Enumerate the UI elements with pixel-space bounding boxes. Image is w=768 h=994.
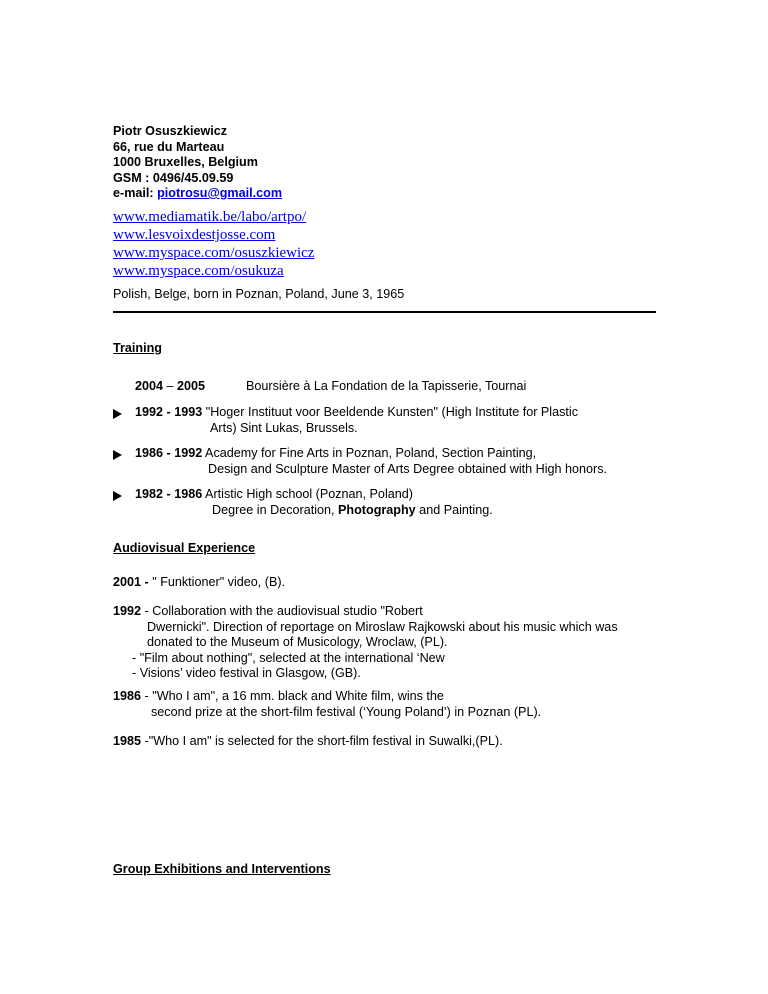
- training-line: Artistic High school (Poznan, Poland): [205, 487, 413, 501]
- training-line: "Hoger Instituut voor Beeldende Kunsten" (High Institute for Plastic: [205, 405, 578, 419]
- av-text: donated to the Museum of Musicology, Wroclaw, (PL).: [147, 635, 448, 649]
- training-line: Arts) Sint Lukas, Brussels.: [210, 420, 358, 435]
- av-entry-2001: [113, 575, 285, 591]
- horizontal-rule: [113, 311, 656, 313]
- av-year: 2001 -: [113, 575, 153, 589]
- av-entry-1986: [113, 689, 541, 720]
- av-entry-1985: [113, 734, 503, 750]
- website-list: [113, 208, 314, 280]
- training-years: 1992 - 1993: [135, 405, 203, 419]
- website-link-4[interactable]: www.myspace.com/osukuza: [113, 263, 284, 279]
- training-year-end: 2005: [177, 379, 206, 393]
- training-item-1992: [135, 405, 578, 436]
- training-item-1982: [135, 487, 493, 518]
- email-link[interactable]: piotrosu@gmail.com: [157, 186, 283, 200]
- training-years: 1982 - 1986: [135, 487, 203, 501]
- training-text-2004: Boursière à La Fondation de la Tapisserie, Tournai: [246, 379, 527, 393]
- contact-street: 66, rue du Marteau: [113, 139, 225, 154]
- contact-city: 1000 Bruxelles, Belgium: [113, 155, 258, 169]
- training-years: 1986 - 1992: [135, 446, 203, 460]
- contact-email-line: [113, 186, 282, 202]
- av-text: - Visions’ video festival in Glasgow, (GB).: [132, 666, 361, 680]
- website-link-1[interactable]: www.mediamatik.be/labo/artpo/: [113, 209, 307, 225]
- email-label: e-mail:: [113, 186, 158, 200]
- arrow-bullet-icon: [113, 450, 122, 460]
- training-line-bold: Photography: [338, 502, 416, 517]
- av-text: Dwernicki". Direction of reportage on Miroslaw Rajkowski about his music which was: [147, 619, 618, 634]
- audiovisual-heading: Audiovisual Experience: [113, 541, 256, 555]
- training-item-2004: [135, 379, 205, 395]
- av-text: - "Film about nothing", selected at the international ‘New: [132, 650, 445, 665]
- av-year: 1992: [113, 604, 142, 618]
- contact-block: [113, 124, 282, 202]
- av-year: 1985: [113, 734, 142, 748]
- av-text: second prize at the short-film festival (‘Young Poland’) in Poznan (PL).: [151, 704, 542, 719]
- training-item-1986: [135, 446, 607, 477]
- contact-phone: GSM : 0496/45.09.59: [113, 170, 234, 185]
- training-year-dash: –: [163, 379, 178, 393]
- group-exhibitions-heading: Group Exhibitions and Interventions: [113, 862, 331, 876]
- website-link-3[interactable]: www.myspace.com/osuszkiewicz: [113, 245, 315, 261]
- training-year-start: 2004: [135, 379, 164, 393]
- av-text: - Collaboration with the audiovisual studio "Robert: [141, 604, 423, 618]
- training-line: and Painting.: [415, 502, 493, 517]
- av-text: -"Who I am" is selected for the short-film festival in Suwalki,(PL).: [141, 734, 503, 748]
- training-heading: Training: [113, 341, 162, 355]
- training-line: Degree in Decoration,: [212, 502, 339, 517]
- contact-name: Piotr Osuszkiewicz: [113, 124, 228, 138]
- nationality-line: Polish, Belge, born in Poznan, Poland, June 3, 1965: [113, 287, 405, 301]
- training-line: Academy for Fine Arts in Poznan, Poland, Section Painting,: [205, 446, 537, 460]
- website-link-2[interactable]: www.lesvoixdestjosse.com: [113, 227, 276, 243]
- av-text: " Funktioner" video, (B).: [152, 575, 286, 589]
- av-text: - "Who I am", a 16 mm. black and White film, wins the: [141, 689, 444, 703]
- arrow-bullet-icon: [113, 491, 122, 501]
- training-line: Design and Sculpture Master of Arts Degree obtained with High honors.: [208, 461, 608, 476]
- arrow-bullet-icon: [113, 409, 122, 419]
- av-year: 1986: [113, 689, 142, 703]
- av-entry-1992: [113, 604, 618, 682]
